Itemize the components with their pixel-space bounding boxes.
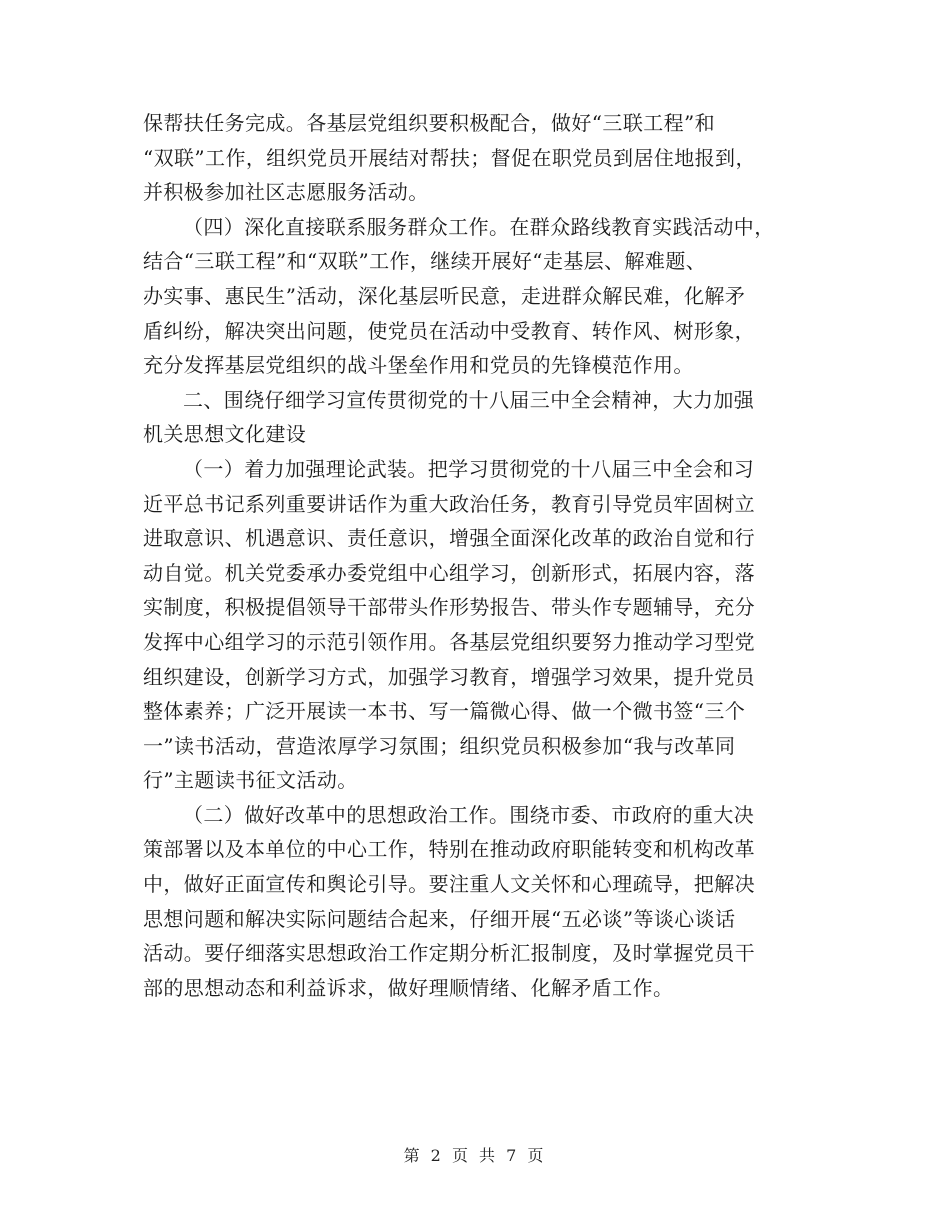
text-line: 中，做好正面宣传和舆论引导。要注重人文关怀和心理疏导，把解决 [143,872,755,897]
text-line: 充分发挥基层党组织的战斗堡垒作用和党员的先锋模范作用。 [143,353,694,378]
text-line: 近平总书记系列重要讲话作为重大政治任务，教育引导党员牢固树立 [143,491,755,516]
text-line: 盾纠纷，解决突出问题，使党员在活动中受教育、转作风、树形象， [143,318,755,343]
text-line: 办实事、惠民生”活动，深化基层听民意，走进群众解民难，化解矛 [143,283,746,308]
text-line: 机关思想文化建设 [143,422,307,447]
text-line: 一”读书活动，营造浓厚学习氛围；组织党员积极参加“我与改革同 [143,733,736,758]
document-body [143,106,811,1005]
paragraph-first-line: （一）着力加强理论武装。把学习贯彻党的十八届三中全会和习 [183,456,755,481]
text-line: 思想问题和解决实际问题结合起来，仔细开展“五必谈”等谈心谈话 [143,906,736,931]
paragraph-first-line: 二、围绕仔细学习宣传贯彻党的十八届三中全会精神，大力加强 [183,387,755,412]
text-line: 策部署以及本单位的中心工作，特别在推动政府职能转变和机构改革 [143,837,755,862]
text-line: 部的思想动态和利益诉求，做好理顺情绪、化解矛盾工作。 [143,975,674,1000]
text-line: 进取意识、机遇意识、责任意识，增强全面深化改革的政治自觉和行 [143,526,755,551]
page-number-footer: 第 2 页 共 7 页 [403,1146,547,1165]
text-line: 并积极参加社区志愿服务活动。 [143,180,429,205]
text-line: 结合“三联工程”和“双联”工作，继续开展好“走基层、解难题、 [143,249,707,274]
paragraph-first-line: （四）深化直接联系服务群众工作。在群众路线教育实践活动中， [183,214,775,239]
text-line: 组织建设，创新学习方式，加强学习教育，增强学习效果，提升党员 [143,664,755,689]
text-line: “双联”工作，组织党员开展结对帮扶；督促在职党员到居住地报到， [143,145,756,170]
paragraph-first-line: （二）做好改革中的思想政治工作。围绕市委、市政府的重大决 [183,802,755,827]
text-line: 活动。要仔细落实思想政治工作定期分析汇报制度，及时掌握党员干 [143,941,755,966]
text-line: 发挥中心组学习的示范引领作用。各基层党组织要努力推动学习型党 [143,629,755,654]
text-line: 整体素养；广泛开展读一本书、写一篇微心得、做一个微书签“三个 [143,699,746,724]
text-line: 保帮扶任务完成。各基层党组织要积极配合，做好“三联工程”和 [143,111,716,135]
text-line: 实制度，积极提倡领导干部带头作形势报告、带头作专题辅导，充分 [143,595,755,620]
text-line: 行”主题读书征文活动。 [143,768,358,793]
text-line: 动自觉。机关党委承办委党组中心组学习，创新形式，拓展内容，落 [143,560,755,585]
